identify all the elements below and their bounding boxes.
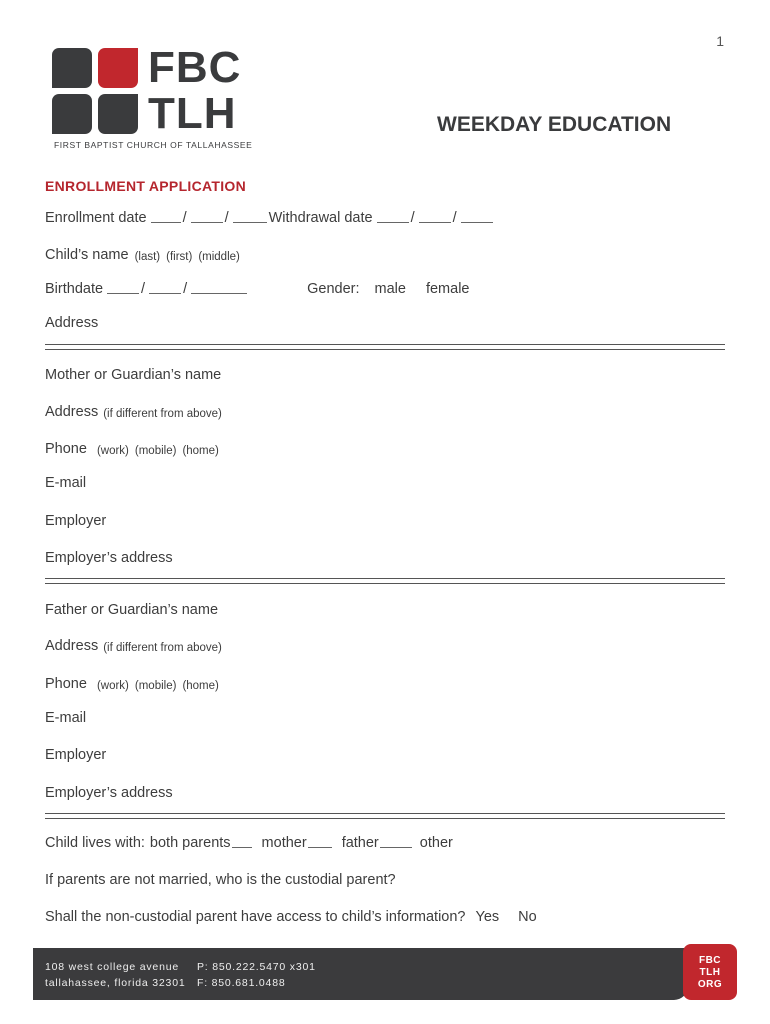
withdrawal-date-label: Withdrawal date — [268, 210, 373, 226]
father-email-row — [45, 706, 725, 726]
father-address-row — [45, 634, 725, 654]
fbc-tlh-org-badge — [683, 944, 737, 1000]
page-number: 1 — [716, 33, 724, 49]
badge-line-1: FBC — [698, 955, 722, 966]
form-subtitle: ENROLLMENT APPLICATION — [45, 178, 247, 194]
father-address-label: Address — [45, 638, 99, 654]
gender-male-option[interactable]: male — [374, 281, 406, 297]
access-no-option[interactable]: No — [518, 909, 537, 925]
badge-line-3: ORG — [697, 979, 723, 990]
section-divider-3 — [45, 813, 725, 819]
logo-text-fbc: FBC — [148, 43, 242, 92]
lives-with-row — [45, 831, 725, 851]
enrollment-date-label: Enrollment date — [45, 210, 147, 226]
section-divider-1 — [45, 344, 725, 350]
birth-year-field[interactable] — [191, 279, 247, 294]
mother-phone-label: Phone — [45, 441, 87, 457]
logo-square-dark-1 — [52, 48, 92, 88]
mother-option-field[interactable] — [308, 833, 332, 848]
other-option: other — [419, 835, 453, 851]
access-row — [45, 905, 725, 925]
mother-address-row — [45, 400, 725, 420]
logo-square-red — [98, 48, 138, 88]
father-work-label: (work) — [96, 680, 129, 692]
gender-label: Gender: — [307, 281, 360, 297]
section-divider-2 — [45, 578, 725, 584]
footer-city: tallahassee, florida 32301 — [45, 977, 186, 989]
father-employer-label: Employer — [45, 747, 107, 763]
mother-email-row — [45, 471, 725, 491]
withdrawal-month-field[interactable] — [377, 208, 409, 223]
father-employer-address-label: Employer’s address — [45, 785, 173, 801]
father-option-field[interactable] — [380, 833, 412, 848]
father-phone-row — [45, 672, 725, 692]
last-label: (last) — [134, 251, 161, 263]
both-parents-option: both parents — [149, 835, 231, 851]
logo-square-dark-3 — [98, 94, 138, 134]
father-employer-row — [45, 743, 725, 763]
mother-employer-row — [45, 509, 725, 529]
form-title: WEEKDAY EDUCATION — [437, 113, 672, 136]
withdrawal-day-field[interactable] — [419, 208, 451, 223]
footer-bar — [33, 948, 688, 1000]
footer-fax: F: 850.681.0488 — [197, 977, 286, 989]
mother-phone-row — [45, 437, 725, 457]
mother-employer-address-label: Employer’s address — [45, 550, 173, 566]
mother-name-label: Mother or Guardian’s name — [45, 367, 222, 383]
father-phone-label: Phone — [45, 676, 87, 692]
church-logo — [52, 43, 262, 154]
enrollment-row: Enrollment date / / Withdrawal date / / — [45, 206, 725, 226]
birth-day-field[interactable] — [149, 279, 181, 294]
mother-employer-address-row — [45, 546, 725, 566]
footer-street: 108 west college avenue — [45, 961, 179, 973]
enrollment-month-field[interactable] — [151, 208, 181, 223]
father-employer-address-row — [45, 781, 725, 801]
access-yes-option[interactable]: Yes — [475, 909, 500, 925]
childs-name-label: Child’s name — [45, 247, 129, 263]
child-address-row — [45, 311, 725, 331]
father-home-label: (home) — [182, 680, 219, 692]
mother-email-label: E-mail — [45, 475, 87, 491]
enrollment-day-field[interactable] — [191, 208, 223, 223]
father-mobile-label: (mobile) — [134, 680, 177, 692]
birthdate-row: Birthdate / / Gender: male female — [45, 281, 470, 297]
mother-home-label: (home) — [182, 445, 219, 457]
badge-line-2: TLH — [699, 967, 721, 978]
mother-employer-label: Employer — [45, 513, 107, 529]
middle-label: (middle) — [198, 251, 240, 263]
father-name-label: Father or Guardian’s name — [45, 602, 219, 618]
child-address-label: Address — [45, 315, 99, 331]
logo-tagline: FIRST BAPTIST CHURCH OF TALLAHASSEE — [54, 140, 253, 150]
custodial-question: If parents are not married, who is the custodial parent? — [45, 872, 396, 888]
mother-name-row — [45, 363, 725, 383]
withdrawal-year-field[interactable] — [461, 208, 493, 223]
father-option: father — [341, 835, 379, 851]
mother-address-note: (if different from above) — [103, 408, 222, 420]
father-email-label: E-mail — [45, 710, 87, 726]
footer-phone: P: 850.222.5470 x301 — [197, 961, 316, 973]
lives-with-label: Child lives with: — [45, 835, 145, 851]
logo-square-dark-2 — [52, 94, 92, 134]
custodial-row — [45, 868, 725, 888]
access-question: Shall the non-custodial parent have access to child’s information? — [45, 909, 466, 925]
mother-mobile-label: (mobile) — [134, 445, 177, 457]
both-parents-field[interactable] — [232, 833, 252, 848]
gender-female-option[interactable]: female — [425, 281, 470, 297]
father-name-row — [45, 598, 725, 618]
father-address-note: (if different from above) — [103, 642, 222, 654]
child-name-row — [45, 243, 725, 263]
mother-work-label: (work) — [96, 445, 129, 457]
birth-month-field[interactable] — [107, 279, 139, 294]
mother-option: mother — [261, 835, 307, 851]
birthdate-label: Birthdate — [45, 281, 104, 297]
mother-address-label: Address — [45, 404, 99, 420]
logo-text-tlh: TLH — [148, 89, 237, 138]
enrollment-year-field[interactable] — [233, 208, 267, 223]
first-label: (first) — [166, 251, 193, 263]
